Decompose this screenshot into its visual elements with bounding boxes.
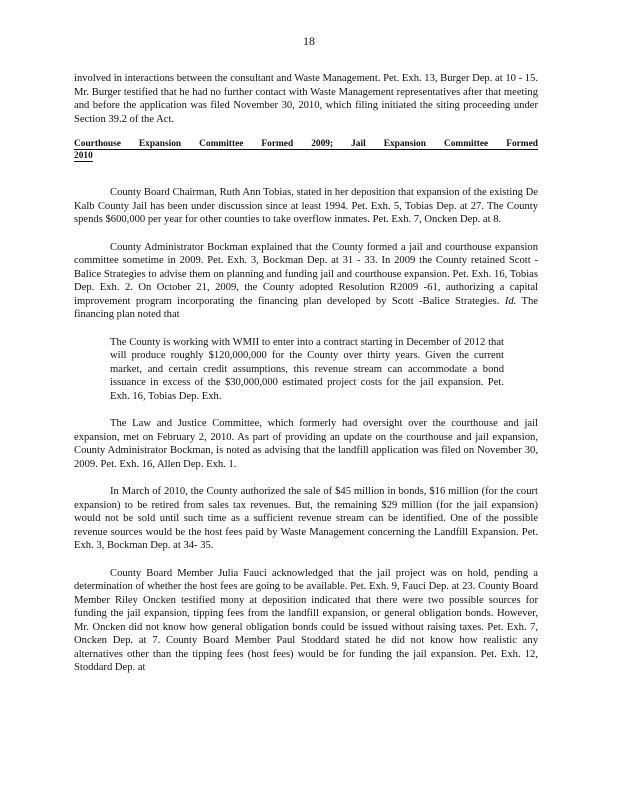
paragraph-continued: involved in interactions between the consultant and Waste Management. Pet. Exh. 13, Burger Dep. at 10 - 15. Mr. Burger testified that he had no further contact with Waste Management representatives after that meeting and before the application was filed November 30, 2010, which filing initiated the siting proceeding under Section 39.2 of the Act.	[74, 73, 538, 125]
section-heading	[74, 138, 538, 162]
paragraph-law-justice: The Law and Justice Committee, which formerly had oversight over the courthouse and jail expansion, met on February 2, 2010. As part of providing an update on the courthouse and jail expansion, County Administrator Bockman, is noted as advising that the landfill application was filed on November 30, 2009. Pet. Exh. 16, Allen Dep. Exh. 1.	[74, 418, 538, 470]
page-number: 18	[303, 34, 315, 48]
section-heading-text: Courthouse Expansion Committee Formed 2009; Jail Expansion Committee Formed 2010	[74, 139, 538, 161]
citation-id: Id.	[504, 295, 517, 307]
paragraph-bockman-tail: The financing plan noted that	[74, 295, 538, 320]
paragraph-board-members: County Board Member Julia Fauci acknowledged that the jail project was on hold, pending a determination of whether the host fees are going to be available. Pet. Exh. 9, Fauci Dep. at 23. County Board Member Riley Oncken testified mony at deposition indicated that there were two possible sources for funding the jail expansion, tipping fees from the landfill expansion, or general obligation bonds. However, Mr. Oncken did not know how general obligation bonds could be issued without raising taxes. Pet. Exh. 7, Oncken Dep. at 7. County Board Member Paul Stoddard stated he did not know how realistic any alternatives other than the tipping fees (host fees) would be for funding the jail expansion. Pet. Exh. 12, Stoddard Dep. at	[74, 567, 538, 673]
block-quote: The County is working with WMII to enter into a contract starting in December of 2012 that will produce roughly $120,000,000 for the County over thirty years. Given the current market, and certain credit assumptions, this revenue stream can accommodate a bond issuance in excess of the $30,000,000 estimated project costs for the jail expansion. Pet. Exh. 16, Tobias Dep. Exh.	[110, 336, 504, 402]
document-body	[74, 72, 538, 675]
paragraph-bockman-text: County Administrator Bockman explained that the County formed a jail and courthouse expansion committee sometime in 2009. Pet. Exh. 3, Bockman Dep. at 31 - 33. In 2009 the County retained Scott - Balice Strategies to advise them on planning and funding jail and courthouse expansion. Pet. Exh. 16, Tobias Dep. Exh. 2. On October 21, 2009, the County adopted Resolution R2009 -61, authorizing a capital improvement program incorporating the financing plan developed by Scott -Balice Strategies.	[74, 241, 538, 307]
paragraph-bonds: In March of 2010, the County authorized the sale of $45 million in bonds, $16 million (for the court expansion) to be retired from sales tax revenues. But, the remaining $29 million (for the jail expansion) would not be sold until such time as a sufficient revenue stream can be identified. One of the possible revenue sources would be the host fees paid by Waste Management concerning the Landfill Expansion. Pet. Exh. 3, Bockman Dep. at 34- 35.	[74, 486, 538, 551]
paragraph-tobias: County Board Chairman, Ruth Ann Tobias, stated in her deposition that expansion of the existing De Kalb County Jail has been under discussion since at least 1994. Pet. Exh. 5, Tobias Dep. at 27. The County spends $600,000 per year for other counties to take overflow inmates. Pet. Exh. 7, Oncken Dep. at 8.	[74, 187, 538, 225]
paragraph-bockman	[74, 241, 538, 322]
